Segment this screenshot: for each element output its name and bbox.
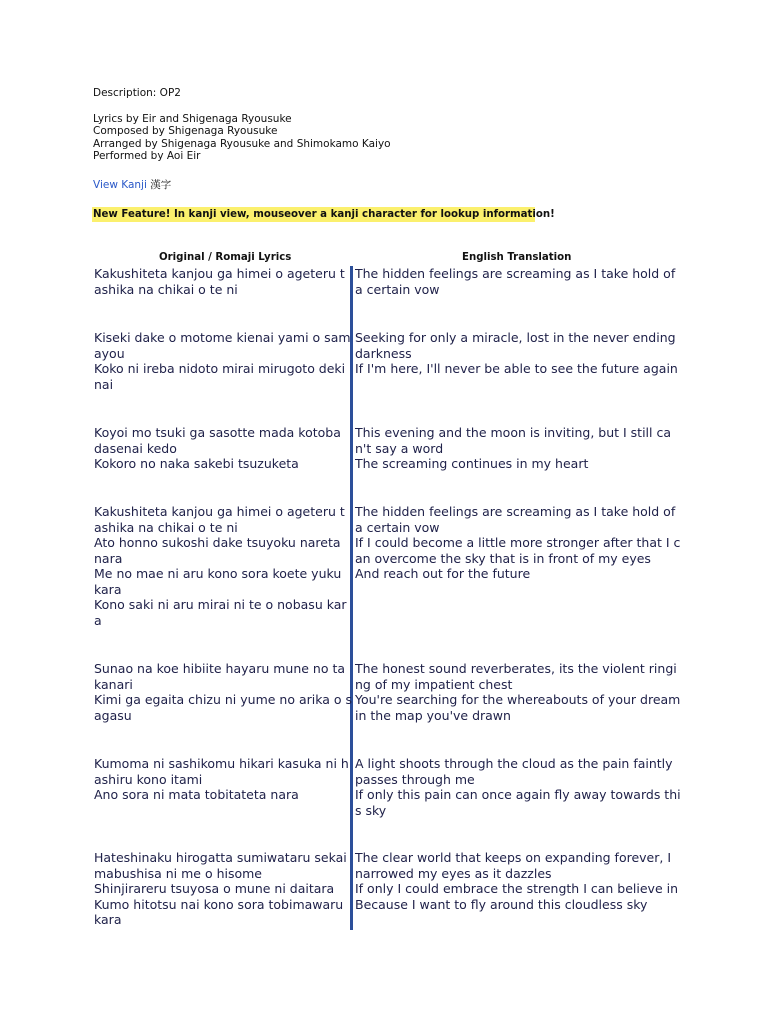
description-line: Description: OP2 <box>93 87 181 99</box>
credit-performed: Performed by Aoi Eir <box>93 150 201 163</box>
romaji-line: Hateshinaku hirogatta sumiwataru sekai mabushisa ni me o hisome <box>94 850 347 881</box>
lyric-line <box>94 456 684 472</box>
column-header-romaji: Original / Romaji Lyrics <box>159 252 292 263</box>
romaji-line: Kakushiteta kanjou ga himei o ageteru tashika na chikai o te ni <box>94 504 345 535</box>
romaji-line: Kumo hitotsu nai kono sora tobimawaru kara <box>94 896 344 927</box>
english-line: If I'm here, I'll never be able to see the future again <box>355 361 678 376</box>
romaji-line: Koyoi mo tsuki ga sasotte mada kotoba dasenai kedo <box>94 425 341 456</box>
english-line: Seeking for only a miracle, lost in the never ending darkness <box>355 330 676 361</box>
english-line: The hidden feelings are screaming as I take hold of a certain vow <box>355 266 676 297</box>
romaji-line: Kokoro no naka sakebi tsuzuketa <box>94 456 299 471</box>
english-line: Because I want to fly around this cloudless sky <box>355 896 648 912</box>
english-line: And reach out for the future <box>355 566 531 581</box>
lyrics-stanza <box>94 504 684 628</box>
lyric-line <box>94 897 684 928</box>
english-line: The hidden feelings are screaming as I take hold of a certain vow <box>355 504 676 535</box>
romaji-line: Sunao na koe hibiite hayaru mune no takanari <box>94 661 346 692</box>
lyric-line <box>94 850 684 881</box>
lyrics-stanza <box>94 850 684 928</box>
credit-arranged: Arranged by Shigenaga Ryousuke and Shimokamo Kaiyo <box>93 137 391 150</box>
english-line: If I could become a little more stronger after that I can overcome the sky that is in front of my eyes <box>355 535 681 566</box>
lyric-line <box>94 504 684 535</box>
kanji-characters: 漢字 <box>150 179 172 191</box>
romaji-line: Koko ni ireba nidoto mirai mirugoto dekinai <box>94 361 346 392</box>
romaji-line: Kimi ga egaita chizu ni yume no arika o sagasu <box>94 692 353 723</box>
lyrics-stanza <box>94 756 684 818</box>
romaji-line: Ato honno sukoshi dake tsuyoku nareta nara <box>94 535 341 566</box>
romaji-line: Me no mae ni aru kono sora koete yuku kara <box>94 566 342 597</box>
english-line: This evening and the moon is inviting, but I still can't say a word <box>355 425 671 456</box>
column-header-english: English Translation <box>462 252 572 263</box>
lyric-line <box>94 756 684 787</box>
lyric-line <box>94 692 684 723</box>
romaji-line: Kumoma ni sashikomu hikari kasuka ni hashiru kono itami <box>94 756 349 787</box>
lyrics-stanza <box>94 330 684 392</box>
lyric-line <box>94 361 684 392</box>
new-feature-banner: New Feature! In kanji view, mouseover a kanji character for lookup information! <box>93 209 555 220</box>
romaji-line: Kakushiteta kanjou ga himei o ageteru tashika na chikai o te ni <box>94 266 345 297</box>
romaji-line: Ano sora ni mata tobitateta nara <box>94 787 299 802</box>
lyric-line <box>94 266 684 297</box>
lyric-line <box>94 425 684 456</box>
romaji-line: Kiseki dake o motome kienai yami o samayou <box>94 330 351 361</box>
english-line: If only this pain can once again fly away towards this sky <box>355 787 681 818</box>
song-metadata <box>93 87 391 163</box>
lyric-line <box>94 330 684 361</box>
lyric-line <box>94 661 684 692</box>
lyric-line <box>94 566 684 597</box>
lyric-line <box>94 597 684 628</box>
english-line: If only I could embrace the strength I can believe in <box>355 881 679 896</box>
lyrics-stanza <box>94 425 684 472</box>
view-kanji-link[interactable] <box>93 177 171 192</box>
credit-composed: Composed by Shigenaga Ryousuke <box>93 125 278 138</box>
romaji-line: Shinjirareru tsuyosa o mune ni daitara <box>94 881 335 896</box>
lyric-line <box>94 881 684 897</box>
english-line: The screaming continues in my heart <box>355 456 589 471</box>
romaji-line: Kono saki ni aru mirai ni te o nobasu kara <box>94 597 347 628</box>
english-line <box>355 597 681 628</box>
lyric-line <box>94 787 684 818</box>
english-line: A light shoots through the cloud as the pain faintly passes through me <box>355 756 673 787</box>
english-line: The honest sound reverberates, its the violent ringing of my impatient chest <box>355 661 677 692</box>
view-kanji-label[interactable]: View Kanji <box>93 179 147 191</box>
lyric-line <box>94 535 684 566</box>
english-line: You're searching for the whereabouts of your dream in the map you've drawn <box>355 692 681 723</box>
lyrics-stanza <box>94 661 684 723</box>
english-line: The clear world that keeps on expanding forever, I narrowed my eyes as it dazzles <box>355 850 672 881</box>
spacer <box>93 100 391 113</box>
credit-lyrics: Lyrics by Eir and Shigenaga Ryousuke <box>93 112 292 125</box>
lyrics-stanza <box>94 266 684 297</box>
